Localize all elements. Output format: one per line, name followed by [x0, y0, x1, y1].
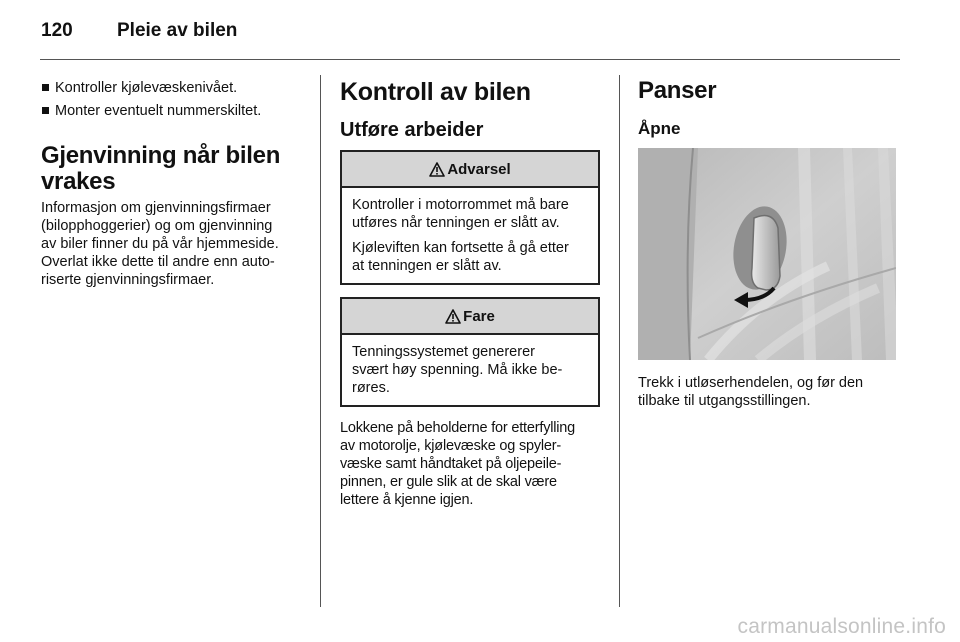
danger-box [340, 297, 600, 407]
subsection-heading-open: Åpne [638, 119, 681, 138]
list-item: Monter eventuelt nummerskiltet. [41, 101, 311, 121]
list-item: Kontroller kjølevæskenivået. [41, 78, 311, 98]
recycling-paragraph: Informasjon om gjenvinningsfirmaer (bilopphoggerier) og om gjenvinning av biler finner du på vår hjemmeside. Overlat ikke dette til andre enn auto- riserte gjenvinningsfirmaer. [41, 200, 279, 288]
watermark: carmanualsonline.info [737, 615, 946, 638]
warning-text: Kjøleviften kan fortsette å gå etter at tenningen er slått av. [352, 240, 569, 274]
page-number: 120 [41, 20, 73, 41]
column-divider-right [619, 75, 620, 607]
header-rule [40, 59, 900, 60]
warning-box [340, 150, 600, 285]
hood-caption: Trekk i utløserhendelen, og før den tilbake til utgangsstillingen. [638, 375, 864, 409]
danger-box-header [342, 299, 598, 335]
warning-text: Kontroller i motorrommet må bare utføres når tenningen er slått av. [352, 197, 569, 231]
hood-release-lever-illustration [638, 148, 896, 360]
warning-box-header [342, 152, 598, 188]
page-title: Kontroll av bilen [340, 78, 531, 106]
left-column [41, 78, 311, 289]
middle-column [340, 78, 602, 509]
danger-text: Tenningssystemet genererer svært høy spenning. Må ikke be- røres. [352, 344, 563, 396]
page-header-title: Pleie av bilen [117, 20, 238, 41]
warning-triangle-icon [445, 309, 461, 324]
section-title-hood: Panser [638, 77, 717, 104]
warning-label: Advarsel [447, 160, 511, 178]
danger-label: Fare [463, 307, 495, 325]
column-divider-left [320, 75, 321, 607]
section-heading-work: Utføre arbeider [340, 119, 484, 141]
right-column [638, 78, 900, 410]
section-heading-recycling: Gjenvinning når bilen vrakes [41, 142, 281, 195]
warning-triangle-icon [429, 162, 445, 177]
caps-paragraph: Lokkene på beholderne for etterfylling av motorolje, kjølevæske og spyler- væske samt håndtaket på oljepeile- pinnen, er gule slik at de skal være lettere å kjenne igjen. [340, 420, 576, 508]
